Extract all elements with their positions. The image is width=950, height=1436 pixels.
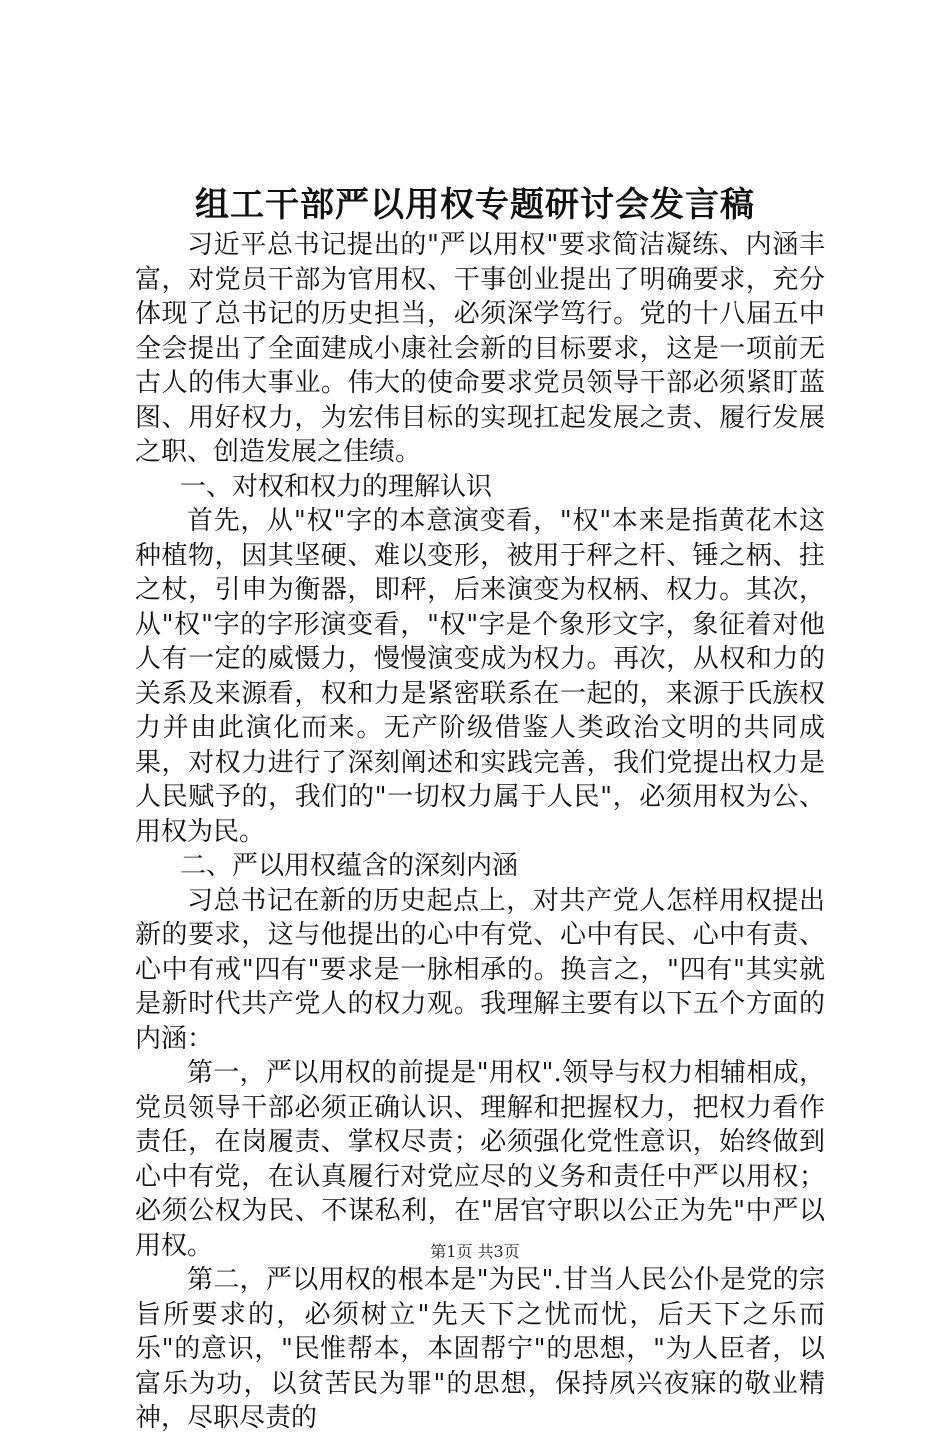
page-footer: 第1页 共3页 <box>430 1242 520 1261</box>
document-title: 组工干部严以用权专题研讨会发言稿 <box>195 185 755 225</box>
paragraph-second-point: 第二，严以用权的根本是"为民".甘当人民公仆是党的宗旨所要求的，必须树立"先天下之忧而忧，后天下之乐而乐"的意识，"民惟帮本，本固帮宁"的思想，"为人臣者，以富乐为功，以贫苦民为罪"的思想，保持夙兴夜寐的敬业精神，尽职尽责的 <box>135 1265 825 1433</box>
paragraph-intro: 习近平总书记提出的"严以用权"要求简洁凝练、内涵丰富，对党员干部为官用权、干事创业提出了明确要求，充分体现了总书记的历史担当，必须深学笃行。党的十八届五中全会提出了全面建成小康社会新的目标要求，这是一项前无古人的伟大事业。伟大的使命要求党员领导干部必须紧盯蓝图、用好权力，为宏伟目标的实现扛起发展之责、履行发展之职、创造发展之佳绩。 <box>135 230 825 467</box>
paragraph-connotation: 习总书记在新的历史起点上，对共产党人怎样用权提出新的要求，这与他提出的心中有党、心中有民、心中有责、心中有戒"四有"要求是一脉相承的。换言之，"四有"其实就是新时代共产党人的权力观。我理解主要有以下五个方面的内涵： <box>135 885 825 1054</box>
section-heading-1: 一、对权和权力的理解认识 <box>180 471 493 502</box>
paragraph-power-understanding: 首先，从"权"字的本意演变看，"权"本来是指黄花木这种植物，因其坚硬、难以变形，被用于秤之杆、锤之柄、拄之杖，引申为衡器，即秤，后来演变为权柄、权力。其次，从"权"字的字形演变看，"权"字是个象形文字，象征着对他人有一定的威慑力，慢慢演变成为权力。再次，从权和力的关系及来源看，权和力是紧密联系在一起的，来源于氏族权力并由此演化而来。无产阶级借鉴人类政治文明的共同成果，对权力进行了深刻阐述和实践完善，我们党提出权力是人民赋予的，我们的"一切权力属于人民"，必须用权为公、用权为民。 <box>135 506 825 847</box>
paragraph-first-point: 第一，严以用权的前提是"用权".领导与权力相辅相成，党员领导干部必须正确认识、理解和把握权力，把权力看作责任，在岗履责、掌权尽责；必须强化党性意识，始终做到心中有党，在认真履行对党应尽的义务和责任中严以用权；必须公权为民、不谋私利，在"居官守职以公正为先"中严以用权。 <box>135 1058 825 1261</box>
section-heading-2: 二、严以用权蕴含的深刻内涵 <box>180 851 519 881</box>
